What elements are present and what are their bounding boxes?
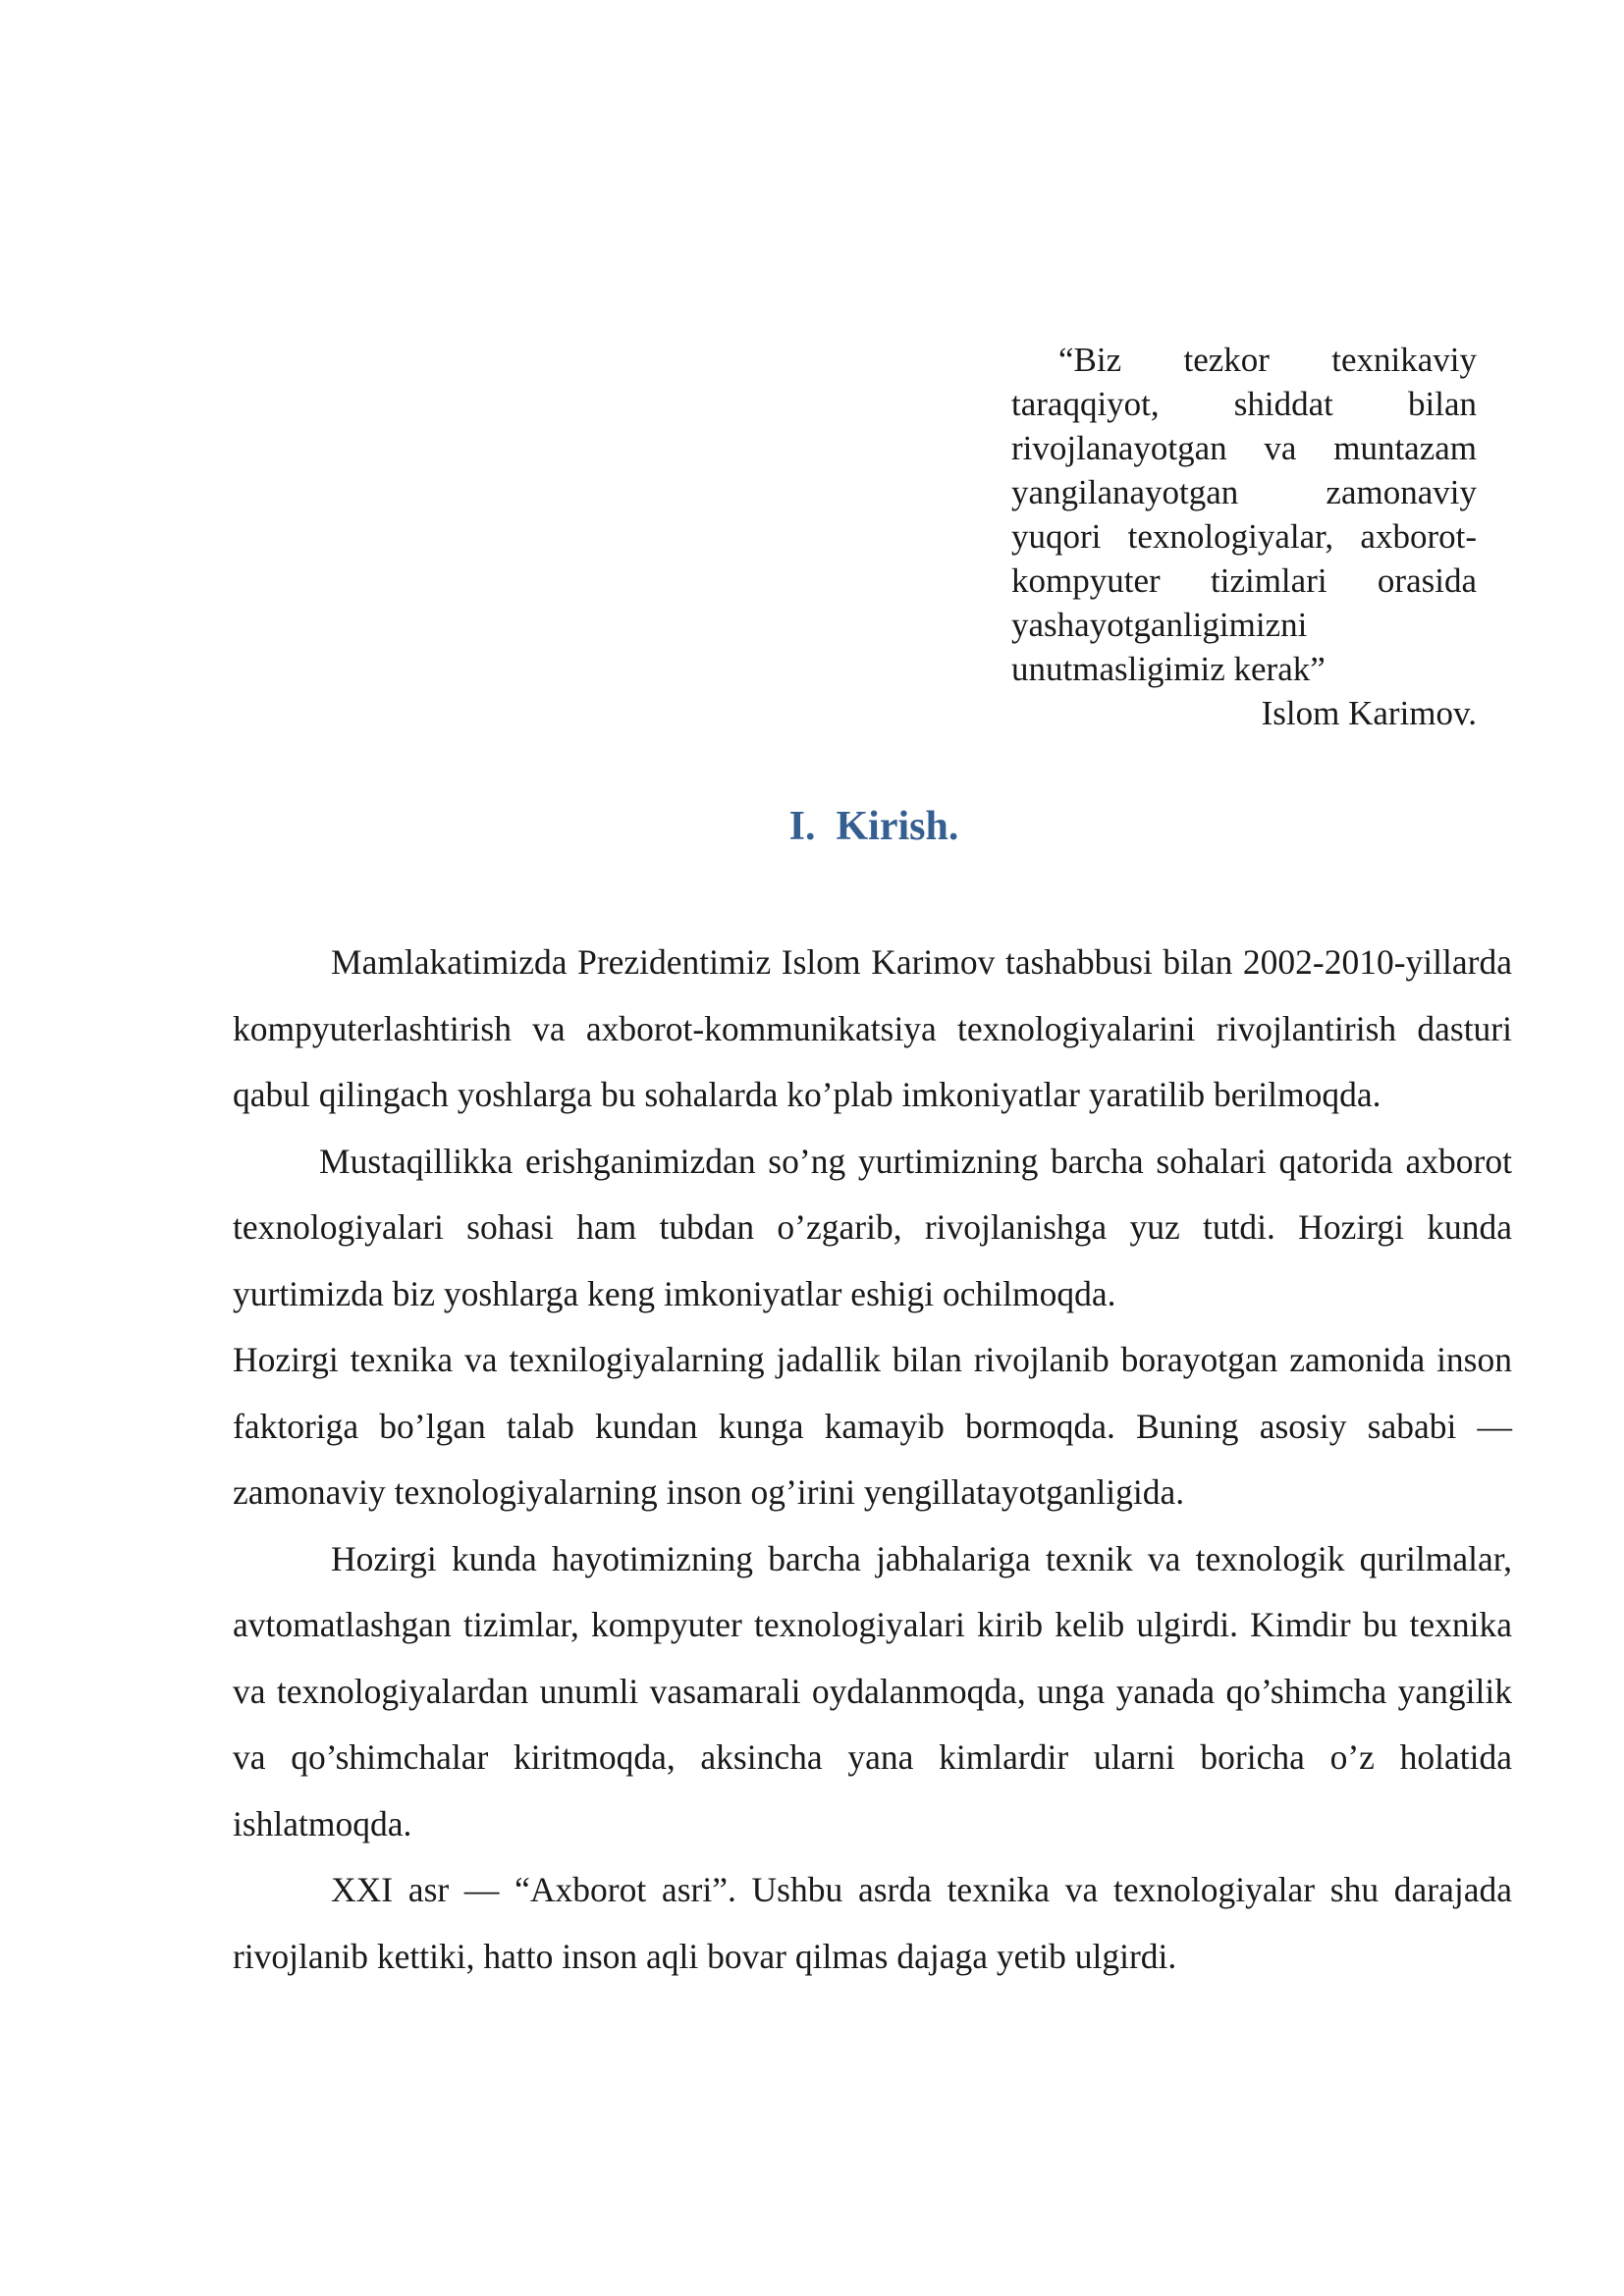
epigraph — [1011, 338, 1477, 735]
body-text — [233, 930, 1512, 1990]
section-title: Kirish. — [836, 804, 959, 849]
paragraph: XXI asr — “Axborot asri”. Ushbu asrda texnika va texnologiyalar shu darajada rivojlanib kettiki, hatto inson aqli bovar qilmas dajaga yetib ulgirdi. — [233, 1870, 1512, 1976]
paragraph: Hozirgi texnika va texnilogiyalarning jadallik bilan rivojlanib borayotgan zamonida inson faktoriga bo’lgan talab kundan kunga kamayib bormoqda. Buning asosiy sababi — zamonaviy texnologiyalarning inson og’irini yengillatayotganligida. — [233, 1340, 1512, 1512]
paragraph: Mustaqillikka erishganimizdan so’ng yurtimizning barcha sohalari qatorida axborot texnologiyalari sohasi ham tubdan o’zgarib, rivojlanishga yuz tutdi. Hozirgi kunda yurtimizda biz yoshlarga keng imkoniyatlar eshigi ochilmoqda. — [233, 1141, 1512, 1313]
paragraph: Hozirgi kunda hayotimizning barcha jabhalariga texnik va texnologik qurilmalar, avtomatlashgan tizimlar, kompyuter texnologiyalari kirib kelib ulgirdi. Kimdir bu texnika va texnologiyalardan unumli vasamarali oydalanmoqda, unga yanada qo’shimcha yangilik va qo’shimchalar kiritmoqda, aksincha yana kimlardir ularni boricha o’z holatida ishlatmoqda. — [233, 1538, 1512, 1843]
section-number: I. — [788, 804, 816, 849]
section-heading — [0, 797, 1624, 856]
paragraph: Mamlakatimizda Prezidentimiz Islom Karimov tashabbusi bilan 2002-2010-yillarda kompyuterlashtirish va axborot-kommunikatsiya texnologiyalarini rivojlantirish dasturi qabul qilingach yoshlarga bu sohalarda ko’plab imkoniyatlar yaratilib berilmoqda. — [233, 942, 1512, 1114]
epigraph-author: Islom Karimov. — [1261, 694, 1477, 732]
epigraph-quote: “Biz tezkor texnikaviy taraqqiyot, shiddat bilan rivojlanayotgan va muntazam yangilanayotgan zamonaviy yuqori texnologiyalar, axborot-kompyuter tizimlari orasida yashayotganligimizni unutmasligimiz kerak” — [1011, 341, 1477, 688]
